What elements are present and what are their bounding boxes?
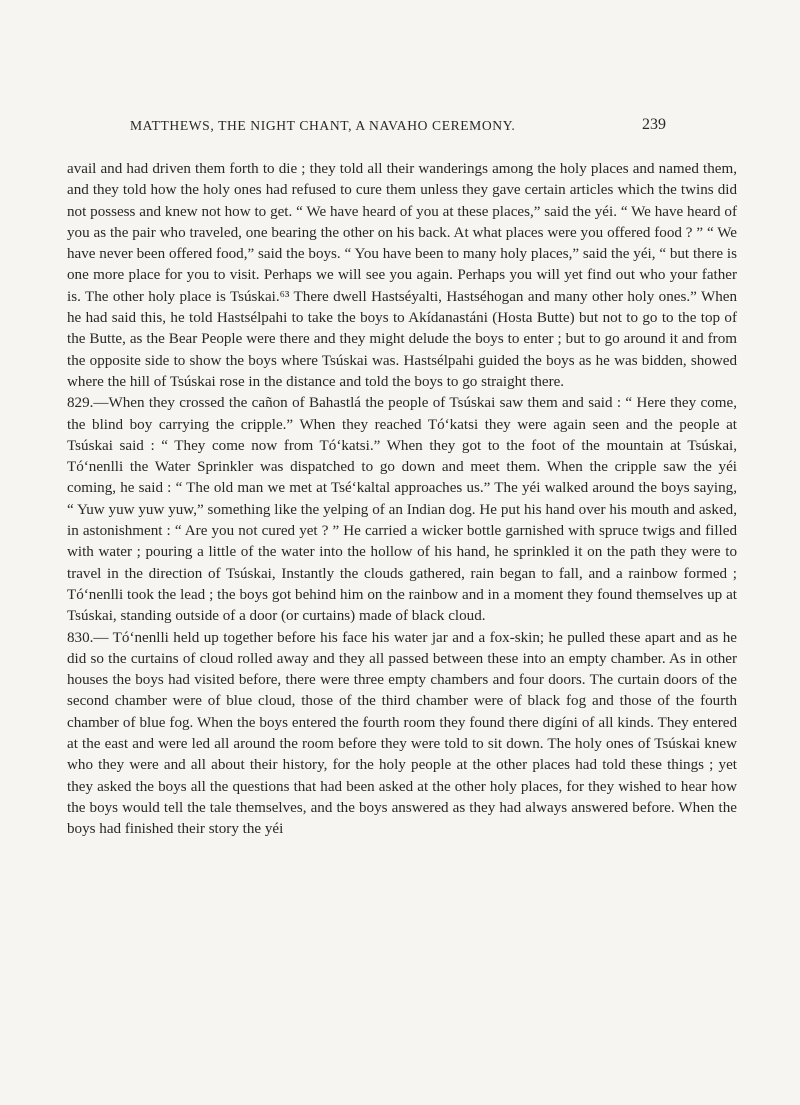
paragraph-continued: avail and had driven them forth to die ; they told all their wanderings among the holy places and named them, and they told how the holy ones had refused to cure them unless they gave certain articles which the twins did not possess and knew not how to get. “ We have heard of you at these places,” said the yéi. “ We have heard of you as the pair who traveled, one bearing the other on his back. At what places were you offered food ? ” “ We have never been offered food,” said the boys. “ You have been to many holy places,” said the yéi, “ but there is one more place for you to visit. Perhaps we will see you again. Perhaps you will yet find out who your father is. The other holy place is Tsúskai.⁶³ There dwell Hastséyalti, Hastséhogan and many other holy ones.” When he had said this, he told Hastsélpahi to take the boys to Akídanastáni (Hosta Butte) but not to go to the top of the Butte, as the Bear People were there and they might delude the boys to enter ; but to go around it and from the opposite side to show the boys where Tsúskai was. Hastsélpahi guided the boys as he was bidden, showed where the hill of Tsúskai rose in the distance and told the boys to go straight there. [67, 161, 737, 390]
paragraph-830: 830.— Tóʻnenlli held up together before his face his water jar and a fox-skin; he pulled these apart and as he did so the curtains of cloud rolled away and they all passed between these into an empty chamber. As in other houses the boys had visited before, there were three empty chambers and four doors. The curtain doors of the second chamber were of blue cloud, those of the third chamber were of black fog and those of the fourth chamber of blue fog. When the boys entered the fourth room they found there digíni of all kinds. They entered at the east and were led all around the room before they were told to sit down. The holy ones of Tsúskai knew who they were and all about their history, for the holy people at the other places had told these things ; yet they asked the boys all the questions that had been asked at the other holy places, for they wished to hear how the boys would tell the tale themselves, and the boys answered as they had always answered before. When the boys had finished their story the yéi [67, 629, 737, 838]
paragraph-829: 829.—When they crossed the cañon of Bahastlá the people of Tsúskai saw them and said : “ Here they come, the blind boy carrying the cripple.” When they reached Tóʻkatsi they were again seen and the people at Tsúskai said : “ They come now from Tóʻkatsi.” When they got to the foot of the mountain at Tsúskai, Tóʻnenlli the Water Sprinkler was dispatched to go down and meet them. When the cripple saw the yéi coming, he said : “ The old man we met at Tséʻkaltal approaches us.” The yéi walked around the boys saying, “ Yuw yuw yuw yuw,” something like the yelping of an Indian dog. He put his hand over his mouth and asked, in astonishment : “ Are you not cured yet ? ” He carried a wicker bottle garnished with spruce twigs and filled with water ; pouring a little of the water into the hollow of his hand, he sprinkled it on the path they were to travel in the direction of Tsúskai, Instantly the clouds gathered, rain began to fall, and a rainbow formed ; Tóʻnenlli took the lead ; the boys got behind him on the rainbow and in a moment they found themselves up at Tsúskai, standing outside of a door (or curtains) made of black cloud. [67, 395, 737, 625]
body-text [67, 159, 737, 841]
running-header [130, 118, 666, 134]
running-title: MATTHEWS, THE NIGHT CHANT, A NAVAHO CEREMONY. [130, 118, 516, 133]
page-number: 239 [642, 116, 666, 133]
